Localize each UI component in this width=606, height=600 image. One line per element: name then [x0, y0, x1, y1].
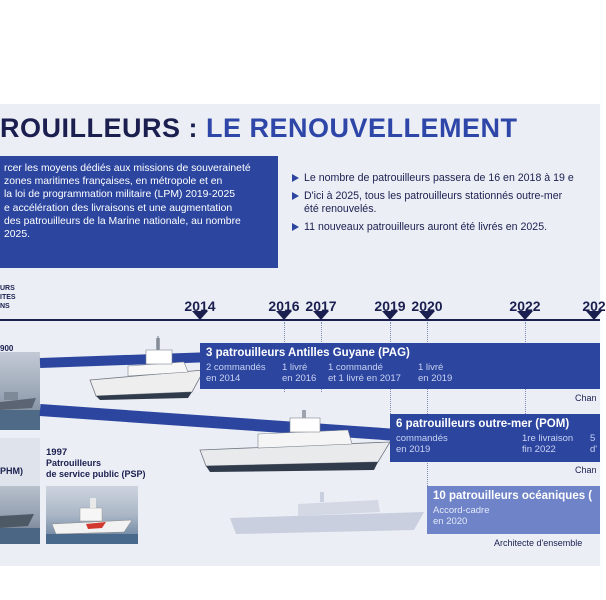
milestone-line: en 2016	[282, 373, 317, 384]
psp-label	[46, 447, 146, 480]
milestone-line: fin 2022	[522, 444, 556, 455]
key-fact-text: été renouvelés.	[304, 203, 377, 215]
milestone-line: 1re livraison	[522, 433, 574, 444]
triangle-bullet-icon	[292, 174, 299, 182]
timeline-marker-icon	[276, 311, 292, 320]
milestone-line: en 2014	[206, 373, 241, 384]
key-fact-continued	[290, 203, 600, 216]
key-fact-text: D'ici à 2025, tous les patrouilleurs stationnés outre-mer	[304, 190, 563, 202]
milestone-line: Accord-cadre	[433, 505, 490, 516]
milestone-line: commandés	[396, 433, 448, 444]
pom-milestone	[590, 433, 597, 455]
pag-milestone	[328, 362, 401, 384]
key-fact	[290, 221, 600, 234]
key-fact	[290, 190, 600, 203]
intro-line: zones maritimes françaises, en métropole et en	[4, 176, 223, 188]
milestone-line: en 2020	[433, 516, 468, 527]
ship-icon	[198, 410, 394, 476]
pom-shipyard: Chan	[575, 465, 597, 475]
milestone-line: et 1 livré en 2017	[328, 373, 401, 384]
ship-icon	[228, 488, 428, 540]
milestone-line: 1 livré	[418, 362, 444, 373]
key-facts-list	[290, 172, 600, 239]
pag-shipyard: Chan	[575, 393, 597, 403]
legacy-label-line: NS	[0, 303, 10, 310]
pom-program-bar	[390, 414, 600, 462]
pom-milestone	[396, 433, 448, 455]
pag-title: 3 patrouilleurs Antilles Guyane (PAG)	[206, 347, 410, 359]
pag-program-bar	[200, 343, 600, 389]
pom-milestone	[522, 433, 573, 455]
legacy-label-900: 900	[0, 344, 14, 353]
legacy-ship-photo	[0, 352, 40, 430]
milestone-line: 1 commandé	[328, 362, 383, 373]
timeline-year: 2016	[268, 298, 300, 314]
timeline-marker-icon	[382, 311, 398, 320]
intro-line: 2025.	[4, 229, 31, 241]
timeline-year: 2020	[411, 298, 443, 314]
pag-milestone	[206, 362, 266, 384]
pom-title: 6 patrouilleurs outre-mer (POM)	[396, 418, 570, 430]
po-ship-silhouette	[228, 488, 428, 545]
timeline-marker-icon	[192, 311, 208, 320]
po-architect: Architecte d'ensemble	[494, 538, 583, 548]
title-part-2: LE RENOUVELLEMENT	[206, 113, 518, 143]
timeline-marker-icon	[517, 311, 533, 320]
key-fact	[290, 172, 600, 185]
page-title	[0, 113, 518, 144]
timeline-year: 2014	[184, 298, 216, 314]
ship-icon	[0, 352, 40, 430]
milestone-line: 1 livré	[282, 362, 308, 373]
pag-milestone	[418, 362, 452, 384]
ship-icon	[0, 486, 40, 544]
pom-ship-illustration	[198, 410, 394, 481]
milestone-line: en 2019	[396, 444, 431, 455]
intro-line: la loi de programmation militaire (LPM) 2019-2025	[4, 189, 236, 201]
key-fact-text: Le nombre de patrouilleurs passera de 16 en 2018 à 19 e	[304, 172, 574, 184]
triangle-bullet-icon	[292, 223, 299, 231]
intro-line: rcer les moyens dédiés aux missions de souveraineté	[4, 163, 251, 174]
po-program-bar	[427, 486, 600, 534]
ship-icon	[46, 486, 138, 544]
intro-line: e accélération des livraisons et une augmentation	[4, 202, 233, 214]
legacy-label-line: ITES	[0, 294, 16, 301]
timeline-year: 202	[582, 298, 606, 314]
key-fact-text: 11 nouveaux patrouilleurs auront été livrés en 2025.	[304, 221, 548, 233]
psp-name: Patrouilleurs	[46, 458, 102, 468]
po-title: 10 patrouilleurs océaniques (	[433, 490, 593, 502]
milestone-line: 2 commandés	[206, 362, 266, 373]
timeline-year: 2019	[374, 298, 406, 314]
timeline-year: 2017	[305, 298, 337, 314]
phm-ship-photo	[0, 486, 40, 544]
timeline-marker-icon	[419, 311, 435, 320]
ship-icon	[88, 334, 208, 402]
psp-year: 1997	[46, 447, 68, 458]
legacy-label-phm: PHM)	[0, 466, 23, 476]
psp-name: de service public (PSP)	[46, 469, 146, 479]
milestone-line: en 2019	[418, 373, 453, 384]
legacy-label-line: URS	[0, 285, 15, 292]
timeline-marker-icon	[313, 311, 329, 320]
timeline-axis	[0, 319, 600, 321]
po-milestone	[433, 505, 490, 527]
timeline-marker-icon	[586, 311, 602, 320]
title-part-1: ROUILLEURS :	[0, 113, 206, 143]
psp-ship-photo	[46, 486, 138, 544]
pag-milestone	[282, 362, 316, 384]
milestone-line: 5	[590, 433, 596, 444]
milestone-line: d'	[590, 444, 598, 455]
pag-ship-illustration	[88, 334, 208, 407]
triangle-bullet-icon	[292, 192, 299, 200]
intro-line: des patrouilleurs de la Marine nationale, au nombre	[4, 215, 241, 227]
timeline-year: 2022	[509, 298, 541, 314]
legacy-fleet-label	[0, 284, 16, 311]
intro-box	[0, 156, 278, 268]
